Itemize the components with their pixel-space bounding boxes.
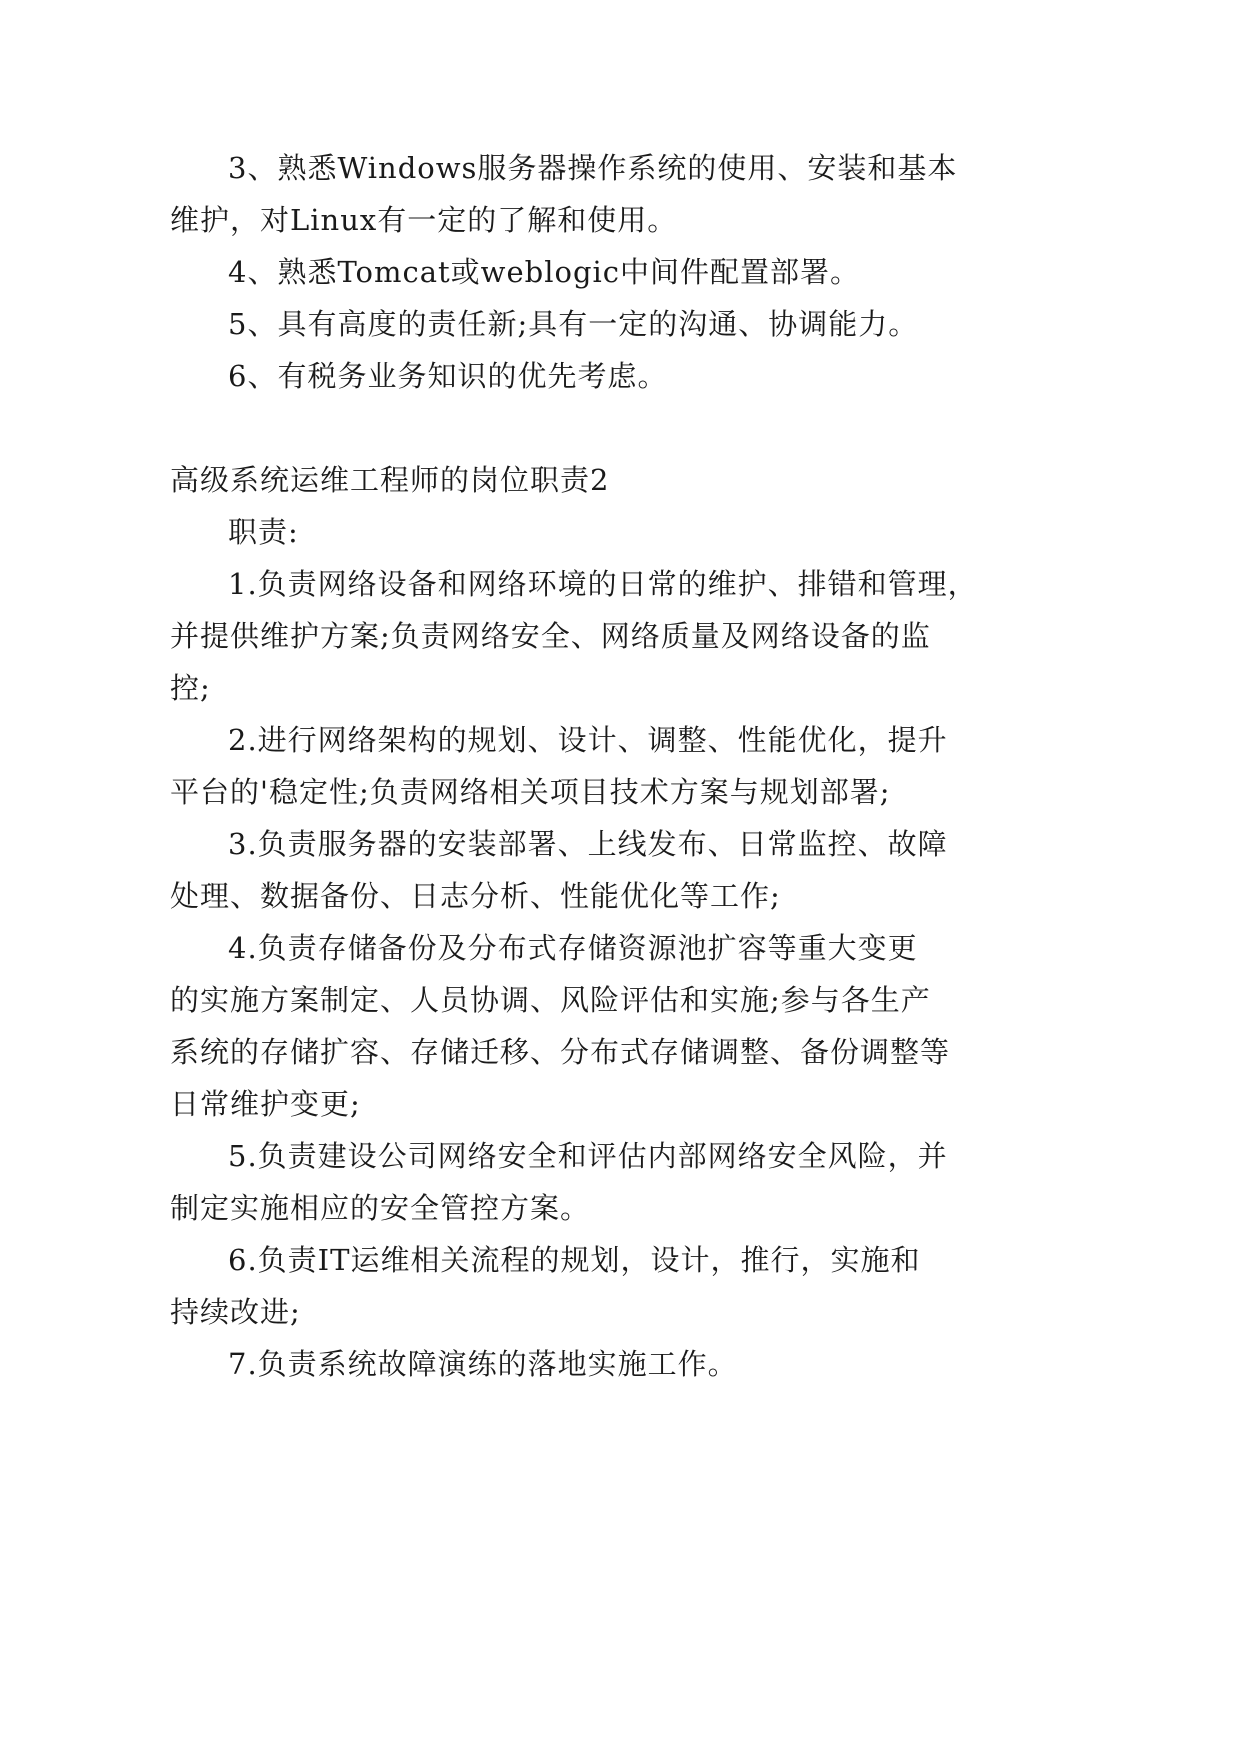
text-line: 4.负责存储备份及分布式存储资源池扩容等重大变更 [228, 931, 918, 965]
text-line: 5、具有高度的责任新;具有一定的沟通、协调能力。 [228, 307, 919, 341]
text-line: 持续改进; [170, 1295, 301, 1329]
text-line: 3、熟悉Windows服务器操作系统的使用、安装和基本 [228, 151, 958, 185]
text-line: 职责: [228, 515, 299, 549]
text-line: 的实施方案制定、人员协调、风险评估和实施;参与各生产 [170, 983, 931, 1017]
text-line: 6、有税务业务知识的优先考虑。 [228, 359, 668, 393]
text-line: 7.负责系统故障演练的落地实施工作。 [228, 1347, 738, 1381]
text-line: 日常维护变更; [170, 1087, 361, 1121]
section-heading: 高级系统运维工程师的岗位职责2 [170, 463, 610, 497]
text-line: 1.负责网络设备和网络环境的日常的维护、排错和管理， [228, 567, 978, 601]
text-line: 维护，对Linux有一定的了解和使用。 [170, 203, 678, 237]
text-line: 4、熟悉Tomcat或weblogic中间件配置部署。 [228, 255, 861, 289]
text-line: 控; [170, 671, 211, 705]
text-line: 3.负责服务器的安装部署、上线发布、日常监控、故障 [228, 827, 948, 861]
text-line: 并提供维护方案;负责网络安全、网络质量及网络设备的监 [170, 619, 931, 653]
text-line: 2.进行网络架构的规划、设计、调整、性能优化，提升 [228, 723, 948, 757]
text-line: 5.负责建设公司网络安全和评估内部网络安全风险，并 [228, 1139, 948, 1173]
text-line: 系统的存储扩容、存储迁移、分布式存储调整、备份调整等 [170, 1035, 951, 1069]
text-line: 制定实施相应的安全管控方案。 [170, 1191, 591, 1225]
text-line: 6.负责IT运维相关流程的规划，设计，推行，实施和 [228, 1243, 921, 1277]
text-line: 处理、数据备份、日志分析、性能优化等工作; [170, 879, 781, 913]
text-line: 平台的'稳定性;负责网络相关项目技术方案与规划部署; [170, 775, 891, 809]
